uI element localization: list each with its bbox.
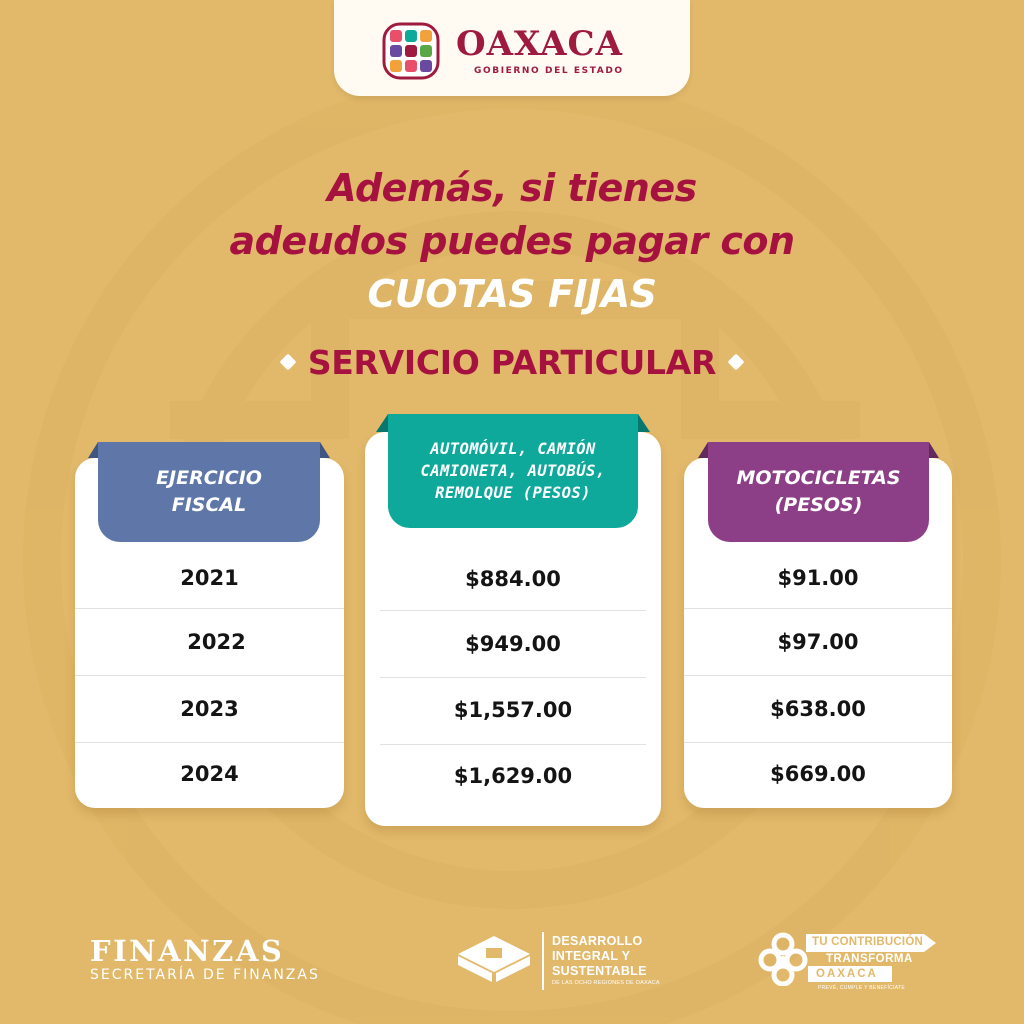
contribucion-logo-icon [758, 932, 808, 986]
contribucion-line-2: TRANSFORMA [826, 953, 913, 965]
table-cell-auto: $884.00 [465, 567, 561, 591]
row-divider [75, 608, 344, 609]
desarrollo-text [552, 934, 647, 979]
header-moto-line-1: MOTOCICLETAS [736, 467, 901, 489]
brand-name: OAXACA [456, 24, 623, 64]
desarrollo-small: DE LAS OCHO REGIONES DE OAXACA [552, 980, 660, 986]
diamond-left-icon [279, 354, 296, 371]
row-divider [684, 675, 952, 676]
headline-line-2: adeudos puedes pagar con [229, 219, 795, 263]
section-title-row [0, 338, 1024, 386]
contribucion-line-1: TU CONTRIBUCIÓN [812, 936, 923, 948]
brand-subtitle: GOBIERNO DEL ESTADO [474, 66, 624, 76]
table-cell-moto: $91.00 [777, 566, 859, 590]
row-divider [75, 742, 344, 743]
footer-divider [542, 932, 544, 990]
contribucion-line-3: OAXACA [816, 968, 878, 980]
header-auto-line-3: REMOLQUE (PESOS) [435, 484, 591, 502]
desarrollo-line-3: SUSTENTABLE [552, 964, 647, 978]
contribucion-small: PREVÉ, CUMPLE Y BENEFÍCIATE [818, 985, 906, 991]
table-cell-year: 2021 [180, 566, 239, 590]
desarrollo-line-2: INTEGRAL Y [552, 949, 631, 963]
table-cell-moto: $638.00 [770, 697, 866, 721]
header-tab-auto [388, 414, 638, 528]
header-tab-year [98, 442, 320, 542]
header-year-line-2: FISCAL [171, 494, 247, 516]
section-title: SERVICIO PARTICULAR [307, 342, 717, 382]
table-cell-auto: $949.00 [465, 632, 561, 656]
desarrollo-line-1: DESARROLLO [552, 934, 643, 948]
table-cell-year: 2023 [180, 697, 239, 721]
row-divider [380, 744, 646, 745]
row-divider [684, 742, 952, 743]
diamond-right-icon [728, 354, 745, 371]
header-auto-line-1: AUTOMÓVIL, CAMIÓN [430, 440, 596, 458]
header-moto-line-2: (PESOS) [774, 494, 863, 516]
table-cell-year: 2022 [187, 630, 246, 654]
table-cell-moto: $97.00 [777, 630, 859, 654]
row-divider [380, 677, 646, 678]
table-cell-moto: $669.00 [770, 762, 866, 786]
desarrollo-logo-icon [456, 934, 532, 984]
finanzas-title: FINANZAS [90, 934, 285, 968]
header-auto-line-2: CAMIONETA, AUTOBÚS, [420, 462, 606, 480]
headline-line-1: Además, si tienes [327, 166, 697, 210]
table-cell-auto: $1,629.00 [453, 764, 573, 788]
header-year-line-1: EJERCICIO [156, 467, 262, 489]
header-logo-card [334, 0, 690, 96]
row-divider [75, 675, 344, 676]
table-cell-year: 2024 [180, 762, 239, 786]
oaxaca-logo-icon [382, 22, 440, 80]
header-tab-moto [708, 442, 929, 542]
row-divider [380, 610, 646, 611]
finanzas-subtitle: SECRETARÍA DE FINANZAS [90, 967, 320, 983]
row-divider [684, 608, 952, 609]
table-cell-auto: $1,557.00 [453, 698, 573, 722]
headline [0, 162, 1024, 321]
headline-line-3: CUOTAS FIJAS [367, 272, 657, 316]
